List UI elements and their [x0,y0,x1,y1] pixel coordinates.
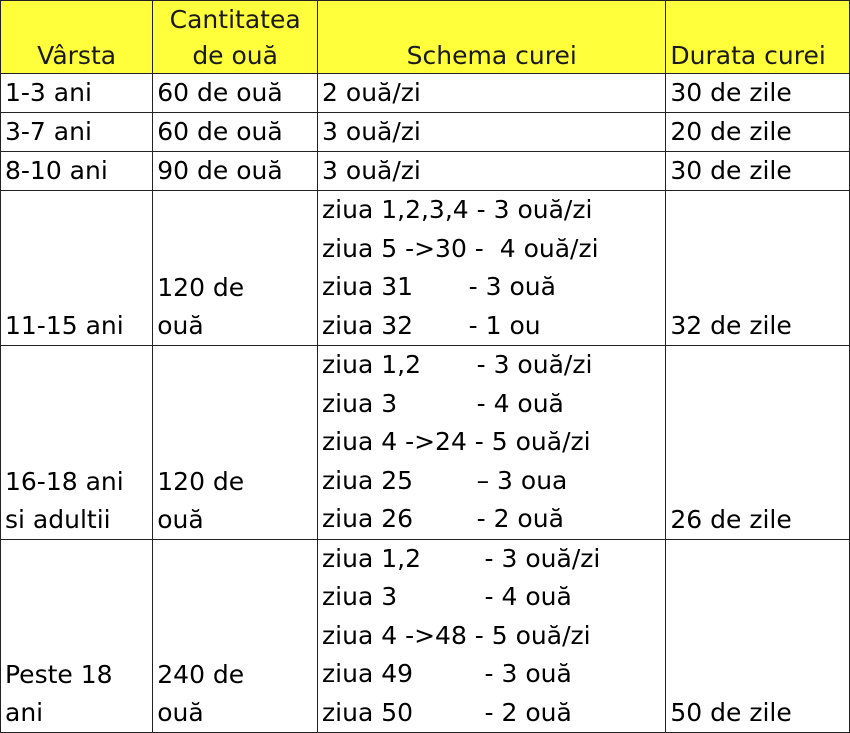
duration-cell: 30 de zile [666,74,850,113]
quantity-cell-line: ouă [157,311,204,340]
duration-cell: 50 de zile [666,539,850,733]
schedule-cell [318,346,666,540]
quantity-cell-line: 240 de [157,660,245,689]
age-cell-line: 16-18 ani [5,466,124,496]
quantity-cell-line: ouă [157,504,204,534]
duration-cell: 20 de zile [666,113,850,152]
schedule-cell-line: ziua 32 - 1 ou [322,310,541,340]
age-cell-line: 8-10 ani [5,156,108,185]
schedule-cell-line: ziua 31 - 3 ouă [322,272,556,301]
quantity-cell-line: 90 de ouă [157,156,283,185]
schedule-cell-line: ziua 4 ->48 - 5 ouă/zi [322,620,591,650]
age-cell-line: Peste 18 [5,660,113,689]
schedule-cell-line: ziua 3 - 4 ouă [322,388,564,418]
quantity-cell-line: ouă [157,698,204,727]
table-row [1,113,850,152]
duration-cell: 32 de zile [666,191,850,346]
header-age: Vârsta [1,1,153,74]
quantity-cell [153,113,318,152]
schedule-cell-line: ziua 3 - 4 ouă [322,582,572,611]
age-cell [1,346,153,540]
schedule-cell [318,74,666,113]
schedule-cell-line: ziua 50 - 2 ouă [322,697,572,727]
quantity-cell-line: 60 de ouă [157,117,283,146]
schedule-cell-line: ziua 5 ->30 - 4 ouă/zi [322,233,599,263]
quantity-cell [153,539,318,733]
table-row [1,346,850,540]
schedule-cell [318,152,666,191]
schedule-cell-line: 3 ouă/zi [322,156,421,185]
schedule-cell-line: ziua 1,2,3,4 - 3 ouă/zi [322,195,593,224]
schedule-cell [318,539,666,733]
age-cell-line: 11-15 ani [5,311,124,340]
age-cell-line: 1-3 ani [5,78,92,107]
duration-cell: 26 de zile [666,346,850,540]
quantity-cell [153,191,318,346]
duration-cell: 30 de zile [666,152,850,191]
age-cell [1,152,153,191]
schedule-cell-line: ziua 49 - 3 ouă [322,659,572,688]
schedule-cell [318,113,666,152]
age-cell [1,113,153,152]
schedule-cell-line: 2 ouă/zi [322,78,421,107]
schedule-cell-line: 3 ouă/zi [322,117,421,146]
quantity-cell [153,346,318,540]
quantity-cell-line: 120 de [157,273,245,302]
schedule-cell-line: ziua 26 - 2 ouă [322,504,564,533]
schedule-cell-line: ziua 25 – 3 oua [322,465,568,495]
quantity-cell-line: 60 de ouă [157,78,283,107]
header-schedule: Schema curei [318,1,666,74]
schedule-cell [318,191,666,346]
quantity-cell [153,152,318,191]
age-cell [1,191,153,346]
age-cell [1,539,153,733]
table-row [1,152,850,191]
age-cell-line: 3-7 ani [5,117,92,146]
age-cell-line: si adultii [5,504,111,534]
quantity-cell-line: 120 de [157,466,245,496]
table-row [1,191,850,346]
age-cell-line: ani [5,698,44,727]
schedule-cell-line: ziua 1,2 - 3 ouă/zi [322,543,601,573]
age-cell [1,74,153,113]
schedule-cell-line: ziua 1,2 - 3 ouă/zi [322,350,593,379]
schedule-cell-line: ziua 4 ->24 - 5 ouă/zi [322,427,591,456]
table-row [1,539,850,733]
header-duration: Durata curei [666,1,850,74]
header-row [1,1,850,74]
header-quantity-line: de ouă [192,41,278,70]
header-quantity-line: Cantitatea [169,5,301,34]
header-quantity [153,1,318,74]
table-row [1,74,850,113]
quantity-cell [153,74,318,113]
